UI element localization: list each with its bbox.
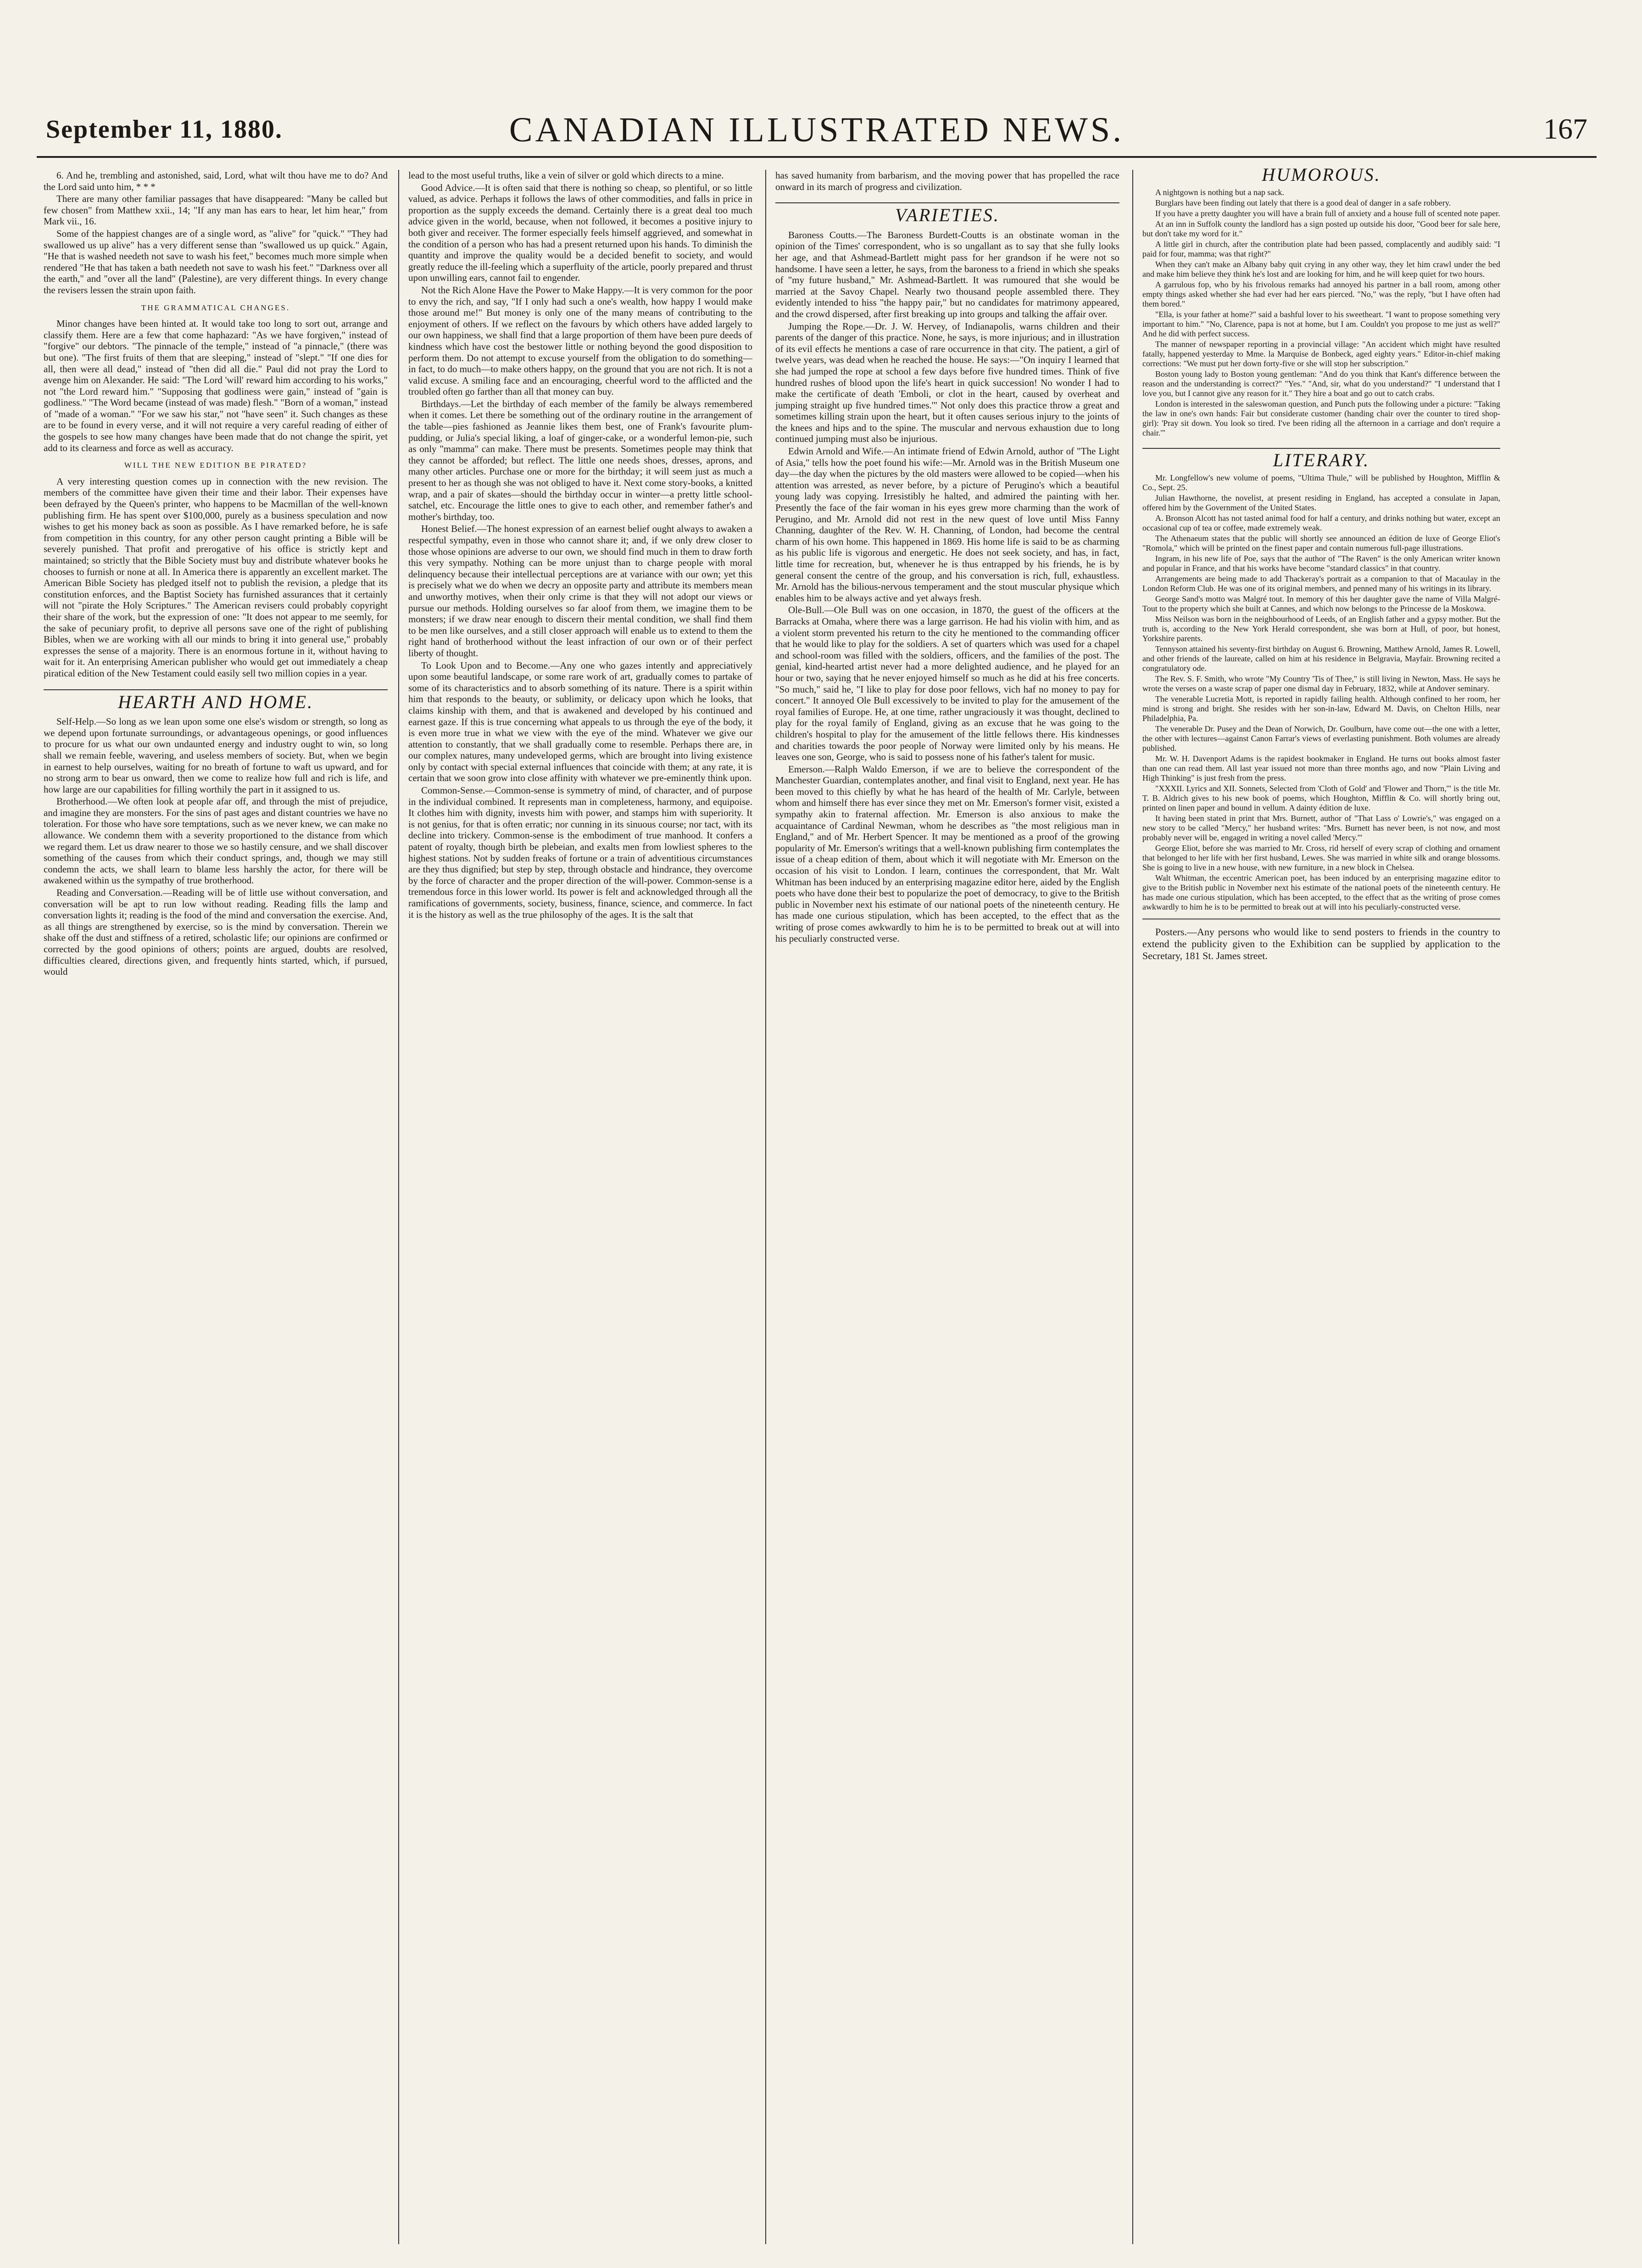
- section-heading-literary: LITERARY.: [1142, 448, 1500, 465]
- article-paragraph: Burglars have been finding out lately that there is a good deal of danger in a safe robbery.: [1155, 198, 1451, 207]
- column-rule: [765, 170, 766, 2244]
- article-paragraph: Mr. Longfellow's new volume of poems, "Ultima Thule," will be published by Houghton, Mifflin & Co., Sept. 25.: [1142, 473, 1500, 492]
- masthead: [37, 106, 1597, 158]
- article-paragraph: A little girl in church, after the contribution plate had been passed, complacently and audibly said: "I paid for four, mamma; was that right?": [1142, 240, 1500, 258]
- section-heading-hearth-and-home: HEARTH AND HOME.: [44, 689, 388, 708]
- article-paragraph: The manner of newspaper reporting in a provincial village: "An accident which might have resulted fatally, happened yesterday to Mme. la Marquise de Bonbeck, aged eighty years." Editor-in-chief making corrections: "We must put her down forty-five or she will stop her subscription.": [1142, 340, 1500, 368]
- article-paragraph: A garrulous fop, who by his frivolous remarks had annoyed his partner in a ball room, among other empty things asked whether she had ever had her ears pierced. "No," was the reply, "but I have often had them bored.": [1142, 280, 1500, 308]
- article-paragraph: A nightgown is nothing but a nap sack.: [1155, 188, 1284, 197]
- article-paragraph: At an inn in Suffolk county the landlord has a sign posted up outside his door, "Good beer for sale here, but don't take my word for it.": [1142, 219, 1500, 238]
- article-paragraph: Reading and Conversation.—Reading will be of little use without conversation, and conversation will be apt to run low without reading. Reading fills the lamp and conversation lights it; reading is the food of the mind and conversation the exercise. And, as all things are strengthened by exercise, so is the mind by conversation. Therein we shake off the dust and stiffness of a retired, scholastic life; our opinions are confirmed or corrected by the good opinions of others; points are argued, doubts are resolved, difficulties cleared, directions given, and frequently hints started, which, if pursued, would: [44, 887, 388, 978]
- article-paragraph: 6. And he, trembling and astonished, said, Lord, what wilt thou have me to do? And the Lord said unto him, * * *: [44, 170, 388, 192]
- article-paragraph: Mr. W. H. Davenport Adams is the rapidest bookmaker in England. He turns out books almost faster than one can read them. All last year issued not more than three months ago, and now "Plain Living and High Thinking" is just fresh from the press.: [1142, 754, 1500, 782]
- section-heading-humorous: HUMOROUS.: [1262, 164, 1381, 185]
- article-paragraph: Minor changes have been hinted at. It would take too long to sort out, arrange and classify them. Here are a few that come haphazard: "As we have forgiven," instead of "forgive" our debtors. "The pinnacle of the temple," instead of "a pinnacle," (there was but one). "The first fruits of them that are sleeping," instead of "slept." "If one dies for all, then were all dead," instead of "then did all die." Paul did not pray the Lord to avenge him on Alexander. He said: "The Lord 'will' reward him according to his works," not "the Lord reward him." "Supposing that godliness were gain," instead of "gain is godliness." "The Word became (instead of was made) flesh." "Born of a woman," instead of "made of a woman." "For we saw his star," not "have seen" it. Such changes as these are to be found in every verse, and it will not require a very careful reading of either of the gospels to see how many changes have been made that do not change the spirit, yet add to its clearness and force as well as accuracy.: [44, 318, 388, 453]
- article-paragraph: The Athenaeum states that the public will shortly see announced an édition de luxe of George Eliot's "Romola," which will be printed on the finest paper and contain numerous full-page illustrations.: [1142, 534, 1500, 553]
- article-paragraph: The Rev. S. F. Smith, who wrote "My Country 'Tis of Thee," is still living in Newton, Mass. He says he wrote the verses on a waste scrap of paper one dismal day in February, 1832, while at Andover seminary.: [1142, 674, 1500, 693]
- section-heading-varieties: VARIETIES.: [775, 202, 1119, 221]
- column-rule: [1132, 170, 1133, 2244]
- article-paragraph: Jumping the Rope.—Dr. J. W. Hervey, of Indianapolis, warns children and their parents of the danger of this practice. None, he says, is more injurious; and in illustration of its evil effects he mentions a case of rare occurrence in that city. The patient, a girl of twelve years, was dead when he reached the house. He says:—"On inquiry I learned that she had jumped the rope at school a few days before five hundred times. Think of five hundred rushes of blood upon the life's heart in quick succession! No wonder I had to make the certificate of death 'Emboli, or clot in the heart, caused by overheat and jumping straight up five hundred times.'" Not only does this practice throw a great and sometimes killing strain upon the heart, but it often causes serious injury to the joints of the knees and hips and to the spine. The muscular and nervous exhaustion due to long continued jumping must also be injurious.: [775, 320, 1119, 445]
- column-4: [1142, 164, 1500, 963]
- issue-date: September 11, 1880.: [46, 115, 283, 144]
- article-paragraph: Ingram, in his new life of Poe, says that the author of "The Raven" is the only American writer known and popular in France, and that his works have become "standard classics" in that country.: [1142, 554, 1500, 573]
- posters-notice: [1142, 918, 1500, 962]
- article-paragraph: Miss Neilson was born in the neighbourhood of Leeds, of an English father and a gypsy mother. But the truth is, according to the New York Herald correspondent, she was born at Hull, of poor, but honest, Yorkshire parents.: [1142, 614, 1500, 643]
- article-paragraph: Arrangements are being made to add Thackeray's portrait as a companion to that of Macaulay in the London Reform Club. He was one of its original members, and penned many of his writings in its library.: [1142, 574, 1500, 593]
- article-paragraph: Baroness Coutts.—The Baroness Burdett-Coutts is an obstinate woman in the opinion of the Times' correspondent, who is so ungallant as to say that she fully looks her age, and that Ashmead-Bartlett might pass for her grandson if he were not so handsome. I have seen a letter, he says, from the baroness to a friend in which she speaks of "my future husband," Mr. Ashmead-Bartlett. It was rumoured that she would be married at the Savoy Chapel. Nearly two thousand people assembled there. They evidently intended to hiss "the happy pair," but no candidates for matrimony appeared, and the crowd dispersed, after first breaking up into groups and talking the affair over.: [775, 229, 1119, 319]
- article-paragraph: If you have a pretty daughter you will have a brain full of anxiety and a house full of scented note paper.: [1155, 209, 1500, 218]
- article-paragraph: London is interested in the saleswoman question, and Punch puts the following under a picture: "Taking the law in one's own hands: Fair but considerate customer (handing chair over the counter to tired shop-girl): 'Pray sit down. You look so tired. I've been riding all the afternoon in a carriage and don't require a chair.'": [1142, 399, 1500, 437]
- article-paragraph: The venerable Lucretia Mott, is reported in rapidly failing health. Although confined to her room, her mind is strong and bright. She resides with her son-in-law, Edward M. Davis, on Chelton Hills, near Philadelphia, Pa.: [1142, 694, 1500, 723]
- article-paragraph: George Sand's motto was Malgré tout. In memory of this her daughter gave the name of Villa Malgré-Tout to the property which she built at Cannes, and which now belongs to the Princesse de la Moskowa.: [1142, 594, 1500, 613]
- article-paragraph: Good Advice.—It is often said that there is nothing so cheap, so plentiful, or so little valued, as advice. Perhaps it follows the laws of other commodities, and falls in price in proportion as the supply exceeds the demand. Certainly there is a great deal too much advice given in the world, because, when not followed, it becomes a positive injury to both giver and receiver. The former especially feels himself aggrieved, and somewhat in the condition of a person who has had a present returned upon his hands. To diminish the quantity and improve the quality would be a decided benefit to society, and would greatly reduce the ill-feeling which a superfluity of the article, poorly prepared and thrust upon unwilling ears, cannot fail to engender.: [408, 182, 752, 284]
- article-paragraph: "XXXII. Lyrics and XII. Sonnets, Selected from 'Cloth of Gold' and 'Flower and Thorn,'" is the title Mr. T. B. Aldrich gives to his new book of poems, which Houghton, Mifflin & Co. will shortly bring out, printed on linen paper and bound in vellum. A dainty édition de luxe.: [1142, 784, 1500, 812]
- column-2: [408, 170, 752, 921]
- article-paragraph: Julian Hawthorne, the novelist, at present residing in England, has accepted a consulate in Japan, offered him by the Government of the United States.: [1142, 493, 1500, 512]
- article-paragraph: lead to the most useful truths, like a vein of silver or gold which directs to a mine.: [408, 170, 724, 181]
- article-paragraph: Tennyson attained his seventy-first birthday on August 6. Browning, Matthew Arnold, James R. Lowell, and other friends of the laureate, called on him at his residence in Belgravia, Mayfair. Browning recited a congratulatory ode.: [1142, 644, 1500, 673]
- article-paragraph: Ole-Bull.—Ole Bull was on one occasion, in 1870, the guest of the officers at the Barracks at Omaha, where there was a large garrison. He had his violin with him, and as a violent storm prevented his return to the city he mentioned to the commanding officer that he would like to play for the soldiers. A set of quarters which was used for a chapel and school-room was filled with the soldiers, officers, and the families of the post. The genial, kind-hearted artist never had a more delighted audience, and he played for an hour or two, saying that he never enjoyed himself so much as he did at his free concerts. "So much," said he, "I like to play for dose poor fellows, vich haf no money to pay for concert." It annoyed Ole Bull excessively to be invited to play for the amusement of the royal families of Europe. He, at one time, rather ungraciously it was thought, declined to play for the royal family of England, giving as an excuse that he was going to the children's hospital to play for the amusement of the little fellows there. His kindnesses and charities towards the poor people of Norway were limited only by his means. He leaves one son, George, who is said to possess none of his father's talent for music.: [775, 604, 1119, 763]
- article-paragraph: Edwin Arnold and Wife.—An intimate friend of Edwin Arnold, author of "The Light of Asia," tells how the poet found his wife:—Mr. Arnold was in the British Museum one day—the day when the pictures by the old masters were allowed to be copied—when his attention was arrested, as never before, by a picture of Perugino's which a beautiful young lady was copying. Irresistibly he halted, and admired the painting with her. Presently the face of the fair woman in his eyes grew more charming than the work of Perugino, and Mr. Arnold did not rest in the new quest of love until Miss Fanny Channing, daughter of the Rev. W. H. Channing, of London, had become the central charm of his own home. This happened in 1869. His home life is said to be as charming as his public life is vigorous and energetic. He does not seek society, and has, in fact, little time for recreation, but, whenever he is thus entrapped by his friends, he is by general consent the centre of the group, and his conversation is rich, full, exhaustless. Mr. Arnold has the bilious-nervous temperament and the stout muscular physique which enables him to be always active and yet always fresh.: [775, 446, 1119, 603]
- section-subheading: WILL THE NEW EDITION BE PIRATED?: [124, 461, 307, 470]
- article-paragraph: A. Bronson Alcott has not tasted animal food for half a century, and drinks nothing but water, except an occasional cup of tea or coffee, made extremely weak.: [1142, 514, 1500, 532]
- column-3: [775, 170, 1119, 945]
- page-number: 167: [1543, 112, 1587, 145]
- article-paragraph: The venerable Dr. Pusey and the Dean of Norwich, Dr. Goulburn, have come out—the one with a letter, the other with lectures—against Canon Farrar's views of everlasting punishment. Both volumes are already published.: [1142, 724, 1500, 753]
- article-paragraph: There are many other familiar passages that have disappeared: "Many be called but few chosen" from Matthew xxii., 14; "If any man has ears to hear, let him hear," from Mark vii., 16.: [44, 193, 388, 227]
- article-paragraph: Common-Sense.—Common-sense is symmetry of mind, of character, and of purpose in the individual combined. It represents man in completeness, harmony, and equipoise. It clothes him with dignity, invests him with power, and stamps him with superiority. It is not genius, for that is often erratic; nor cunning in its sinuous course; nor tact, with its decline into trickery. Common-sense is the embodiment of true manhood. It confers a patent of royalty, though birth be plebeian, and exalts men from lowliest spheres to the highest stations. Not by sudden freaks of fortune or a train of adventitious circumstances are they thus dignified; but step by step, through obstacle and hindrance, they overcome by the force of character and the proper direction of the will-power. Common-sense is a tremendous force in this lower world. Its power is felt and acknowledged through all the ramifications of governments, society, business, finance, science, and commerce. In fact it is the history as well as the true philosophy of the ages. It is the salt that: [408, 785, 752, 920]
- newspaper-title: CANADIAN ILLUSTRATED NEWS.: [509, 111, 1124, 149]
- article-paragraph: Posters.—Any persons who would like to send posters to friends in the country to extend the publicity given to the Exhibition can be supplied by application to the Secretary, 181 St. James street.: [1142, 926, 1500, 961]
- column-rule: [398, 170, 399, 2244]
- article-paragraph: Brotherhood.—We often look at people afar off, and through the mist of prejudice, and imagine they are monsters. For the sins of past ages and distant countries we have no toleration. For those who have sore temptations, such as we never knew, we can make no allowance. We condemn them with a severity proportioned to the distance from which we regard them. Let us draw nearer to those we so hastily censure, and we shall discover something of the causes from which their conduct springs, and, though we may still condemn the acts, we shall learn to blame less harshly the actor, for there will be awakened within us the sympathy of true brotherhood.: [44, 796, 388, 886]
- article-paragraph: Birthdays.—Let the birthday of each member of the family be always remembered when it comes. Let there be something out of the ordinary routine in the arrangement of the table—pies fashioned as Jeannie likes them best, one of Frank's favourite plum-pudding, or Julia's special liking, a loaf of ginger-cake, or a wonderful lemon-pie, such as only "mamma" can make. There must be presents. Sometimes people may think that they cannot be afforded; but reflect. The little one needs shoes, dresses, aprons, and many other articles. Purchase one or more for the birthday; it will seem just as much a present to her as though she was not obliged to have it. Next come story-books, a knitted wrap, and a pair of skates—should the birthday occur in winter—a pretty little school-satchel, etc. Encourage the little ones to give to each other, and remember father's and mother's birthday, too.: [408, 398, 752, 522]
- article-paragraph: Walt Whitman, the eccentric American poet, has been induced by an enterprising magazine editor to give to the British public in November next his estimate of the national poets of the nineteenth century. He has made one curious stipulation, which has been accepted, to the effect that as the writing of prose comes awkwardly to him he is to be permitted to break out at will into his peculiarly-constructed verse.: [1142, 873, 1500, 911]
- article-paragraph: Honest Belief.—The honest expression of an earnest belief ought always to awaken a respectful sympathy, even in those who cannot share it; and, if we only drew closer to those whose opinions are adverse to our own, we should find much in them to draw forth this very sympathy. Nothing can be more unjust than to charge people with moral delinquency because their intellectual perceptions are at variance with our own; yet this is precisely what we do when we decry an opposite party and attribute its members mean and unworthy motives, when their only crime is that they will not adopt our views or pursue our methods. Holding ourselves so far aloof from them, we imagine them to be monsters; if we draw near enough to discern their mental condition, we shall find them to be men like ourselves, and a still closer approach will enable us to extend to them the right hand of brotherhood without the least infraction of our own or of their perfect liberty of thought.: [408, 523, 752, 659]
- article-paragraph: Emerson.—Ralph Waldo Emerson, if we are to believe the correspondent of the Manchester Guardian, contemplates another, and final visit to England, next year. He has been moved to this chiefly by what he has heard of the health of Mr. Carlyle, between whom and himself there has ever since they met on Mr. Emerson's former visit, existed a sympathy akin to fraternal affection. Mr. Emerson is also anxious to make the acquaintance of Cardinal Newman, whom he describes as "the most religious man in England," and of Mr. Herbert Spencer. It may be mentioned as a proof of the growing popularity of Mr. Emerson's writings that a well-known publishing firm contemplates the issue of a cheap edition of them, about which it will negotiate with Mr. Emerson on the occasion of his visit to London. I learn, continues the correspondent, that Mr. Walt Whitman has been induced by an enterprising magazine editor here, aided by the English poets who have done their best to popularize the poet of democracy, to give to the British public in November next his estimate of our national poets of the nineteenth century. He has made one curious stipulation, which has been accepted, to the effect that as the writing of prose comes awkwardly to him he is to be permitted to break out at will into his peculiarly constructed verse.: [775, 763, 1119, 944]
- article-paragraph: When they can't make an Albany baby quit crying in any other way, they let him crawl under the bed and make him believe they think he's lost and are looking for him, and he will keep quiet for two hours.: [1142, 260, 1500, 279]
- article-paragraph: Boston young lady to Boston young gentleman: "And do you think that Kant's difference between the reason and the understanding is correct?" "Yes." "And, sir, what do you understand?" "I understand that I love you, but I cannot give any reason for it." They hire a boat and go out to catch crabs.: [1142, 369, 1500, 398]
- article-paragraph: Self-Help.—So long as we lean upon some one else's wisdom or strength, so long as we depend upon fortunate surroundings, or advantageous openings, or good influences to procure for us what our own undaunted energy and industry ought to win, so long shall we remain feeble, wavering, and useless members of society. But, when we begin in earnest to help ourselves, waiting for no breath of fortune to waft us upward, and for no strong arm to bear us onward, then we come to realize how full and rich is life, and how large are our capabilities for filling worthily the part in it assigned to us.: [44, 716, 388, 795]
- article-paragraph: has saved humanity from barbarism, and the moving power that has propelled the race onward in its march of progress and civilization.: [775, 170, 1119, 192]
- article-paragraph: To Look Upon and to Become.—Any one who gazes intently and appreciatively upon some beautiful landscape, or some rare work of art, gradually comes to partake of some of its characteristics and to absorb something of its nature. There is a spirit within him that responds to the beauty, or sublimity, or delicacy upon which he looks, that claims kinship with them, and that is awakened and developed by his continued and earnest gaze. If this is true concerning what appeals to us through the eye of the body, it is even more true in what we view with the eye of the mind. Whatever we give our attention to constantly, that we shall gradually come to resemble. Perhaps there are, in our complex natures, many undeveloped germs, which are brought into living existence only by contact with special external influences that coincide with them; at any rate, it is certain that we soon grow into close affinity with whatever we pre-eminently think upon.: [408, 659, 752, 784]
- article-paragraph: "Ella, is your father at home?" said a bashful lover to his sweetheart. "I want to propose something very important to him." "No, Clarence, papa is not at home, but I am. Couldn't you propose to me just as well?" And he did with perfect success.: [1142, 310, 1500, 338]
- article-paragraph: Some of the happiest changes are of a single word, as "alive" for "quick." "They had swallowed us up alive" has a very different sense than "swallowed us up quick." Again, "He that is washed needeth not save to wash his feet," becomes much more simple when rendered "He that has taken a bath needeth not save to wash his feet." "Darkness over all the earth," and "over all the land" (Palestine), are very different things. In every change the revisers lessen the strain upon faith.: [44, 228, 388, 296]
- article-paragraph: George Eliot, before she was married to Mr. Cross, rid herself of every scrap of clothing and ornament that belonged to her life with her first husband, Lewes. She was married in white silk and orange blossoms. She is going to live in a new house, with new furniture, in a new block in Chelsea.: [1142, 844, 1500, 872]
- article-paragraph: A very interesting question comes up in connection with the new revision. The members of the committee have given their time and their labor. Their expenses have been defrayed by the Queen's printer, who happens to be Macmillan of the well-known publishing firm. He has spent over $100,000, purely as a business speculation and now wishes to get his money back as soon as possible. As I have remarked before, he is safe from competition in this country, for any other person caught printing a Bible will be severely punished. That profit and prerogative of his office is strictly kept and maintained; so strictly that the Bible Society must buy and distribute whatever books he chooses to furnish or none at all. In America there is apparently an excellent market. The American Bible Society has pledged itself not to publish the revision, a pledge that its constitution enforces, and the Baptist Society has furnished assurances that it certainly will not "pirate the Holy Scriptures." The American revisers could probably copyright their share of the work, but the expression of one: "It does not appear to me seemly, for the sake of pecuniary profit, to deprive all persons save one of the right of publishing Bibles, when we are working with all our minds to bring it into general use," probably expresses the sense of a majority. There is an enormous fortune in it, without having to wait for it. An enterprising American publisher who would get out immediately a cheap piratical edition of the New Testament could easily sell two million copies in a year.: [44, 475, 388, 679]
- article-paragraph: It having been stated in print that Mrs. Burnett, author of "That Lass o' Lowrie's," was engaged on a new story to be called "Mercy," her husband writes: "Mrs. Burnett has never been, is not now, and most probably never will be, engaged in writing a novel called 'Mercy.'": [1142, 814, 1500, 842]
- column-1: [44, 170, 388, 978]
- section-subheading: THE GRAMMATICAL CHANGES.: [141, 303, 290, 312]
- article-paragraph: Not the Rich Alone Have the Power to Make Happy.—It is very common for the poor to envy the rich, and say, "If I only had such a one's wealth, how happy I would make those around me!" But money is only one of the many means of contributing to the enjoyment of others. If we reflect on the favours by which others have added largely to our own happiness, we shall find that a large proportion of them have been pure deeds of kindness which have cost the bestower little or nothing beyond the good disposition to perform them. Do not attempt to excuse yourself from the obligation to do something—in fact, to do much—to make others happy, on the ground that you are not rich. It is not a valid excuse. A smiling face and an encouraging, cheerful word to the afflicted and the troubled often go farther than all that money can buy.: [408, 284, 752, 397]
